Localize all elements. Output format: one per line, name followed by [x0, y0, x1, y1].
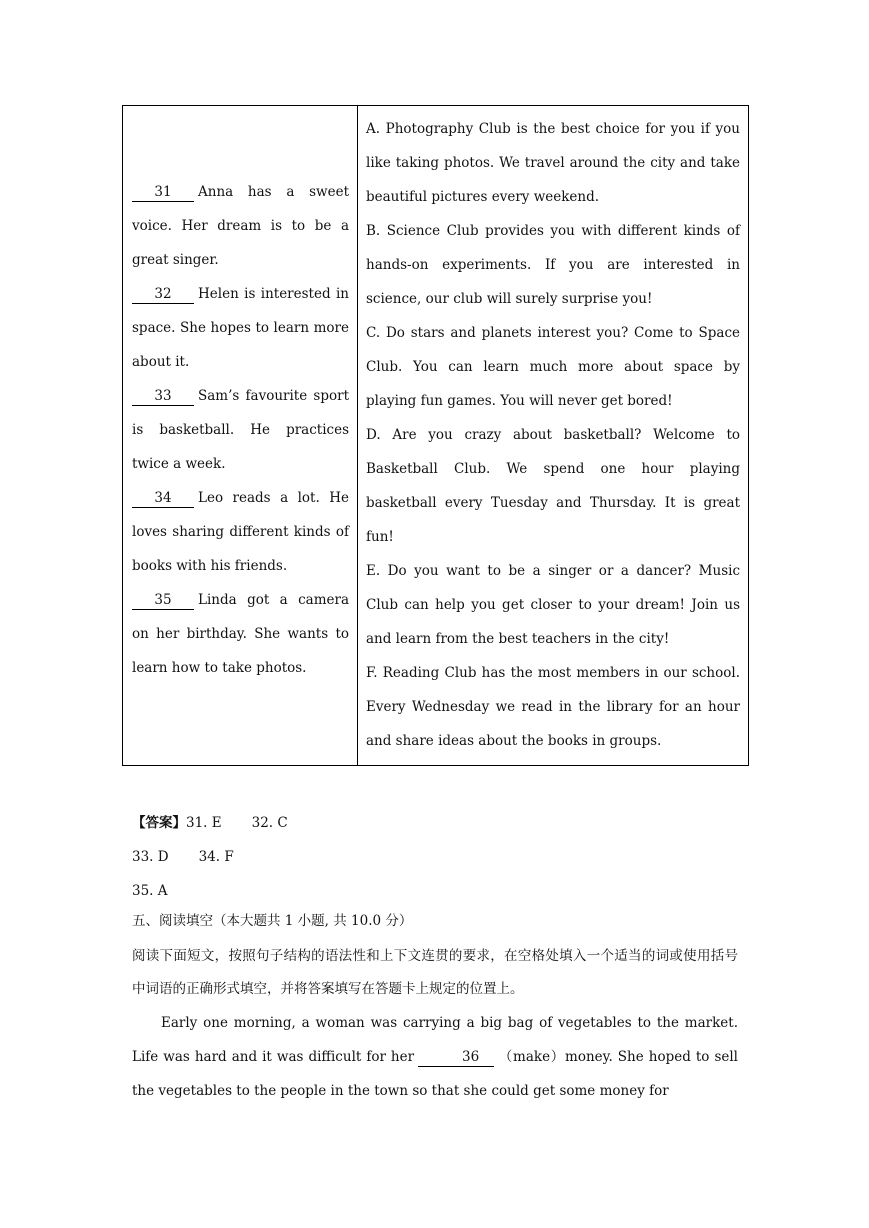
answer-blank: 31 — [132, 183, 194, 202]
answer-line — [132, 806, 288, 840]
answer-blank: 33 — [132, 387, 194, 406]
answer-item: 34. F — [198, 849, 234, 865]
section-instructions: 阅读下面短文，按照句子结构的语法性和上下文连贯的要求，在空格处填入一个适当的词或使用括号中词语的正确形式填空，并将答案填写在答题卡上规定的位置上。 — [132, 948, 738, 997]
answer-item: 33. D — [132, 849, 169, 865]
answer-blank: 34 — [132, 489, 194, 508]
option-a: A. Photography Club is the best choice for you if you like taking photos. We travel around the city and take beautiful pictures every weekend. — [366, 121, 740, 205]
option-e: E. Do you want to be a singer or a dancer? Music Club can help you get closer to your dream! Join us and learn from the best teachers in the city! — [366, 563, 740, 647]
question-item — [132, 277, 349, 379]
section-title: 五、阅读填空（本大题共 1 小题, 共 10.0 分） — [132, 913, 413, 929]
question-text: Linda got a camera on her birthday. She wants to learn how to take photos. — [132, 592, 349, 676]
question-text: Anna has a sweet voice. Her dream is to be a great singer. — [132, 184, 349, 268]
option-f: F. Reading Club has the most members in our school. Every Wednesday we read in the library for an hour and share ideas about the books in groups. — [366, 665, 740, 749]
question-text: Sam’s favourite sport is basketball. He practices twice a week. — [132, 388, 349, 472]
answer-blank: 32 — [132, 285, 194, 304]
question-text: Helen is interested in space. She hopes to learn more about it. — [132, 286, 349, 370]
answer-item: 35. A — [132, 883, 168, 899]
answer-item: 31. E — [186, 815, 222, 831]
answer-label: 【答案】 — [132, 815, 186, 831]
answer-item: 32. C — [251, 815, 288, 831]
passage-text: （make）money. She hoped to sell the vegetables to the people in the town so that she could get some money for — [132, 1049, 738, 1099]
question-item — [132, 583, 349, 685]
options-column — [358, 106, 749, 766]
option-b: B. Science Club provides you with different kinds of hands-on experiments. If you are interested in science, our club will surely surprise you! — [366, 223, 740, 307]
questions-column — [123, 106, 358, 766]
passage-text: Early one morning, a woman was carrying a big bag of vegetables to the market. Life was hard and it was difficult for her — [132, 1015, 738, 1065]
question-item — [132, 481, 349, 583]
option-c: C. Do stars and planets interest you? Come to Space Club. You can learn much more about space by playing fun games. You will never get bored! — [366, 325, 740, 409]
reading-passage — [132, 1006, 738, 1108]
answer-blank: 35 — [132, 591, 194, 610]
question-item — [132, 379, 349, 481]
option-d: D. Are you crazy about basketball? Welcome to Basketball Club. We spend one hour playing basketball every Tuesday and Thursday. It is great fun! — [366, 427, 740, 545]
matching-table — [122, 105, 749, 766]
answer-line — [132, 874, 288, 908]
answer-blank: 36 — [418, 1048, 494, 1067]
question-item — [132, 175, 349, 277]
answer-line — [132, 840, 288, 874]
question-text: Leo reads a lot. He loves sharing different kinds of books with his friends. — [132, 490, 349, 574]
answer-key — [132, 806, 288, 908]
